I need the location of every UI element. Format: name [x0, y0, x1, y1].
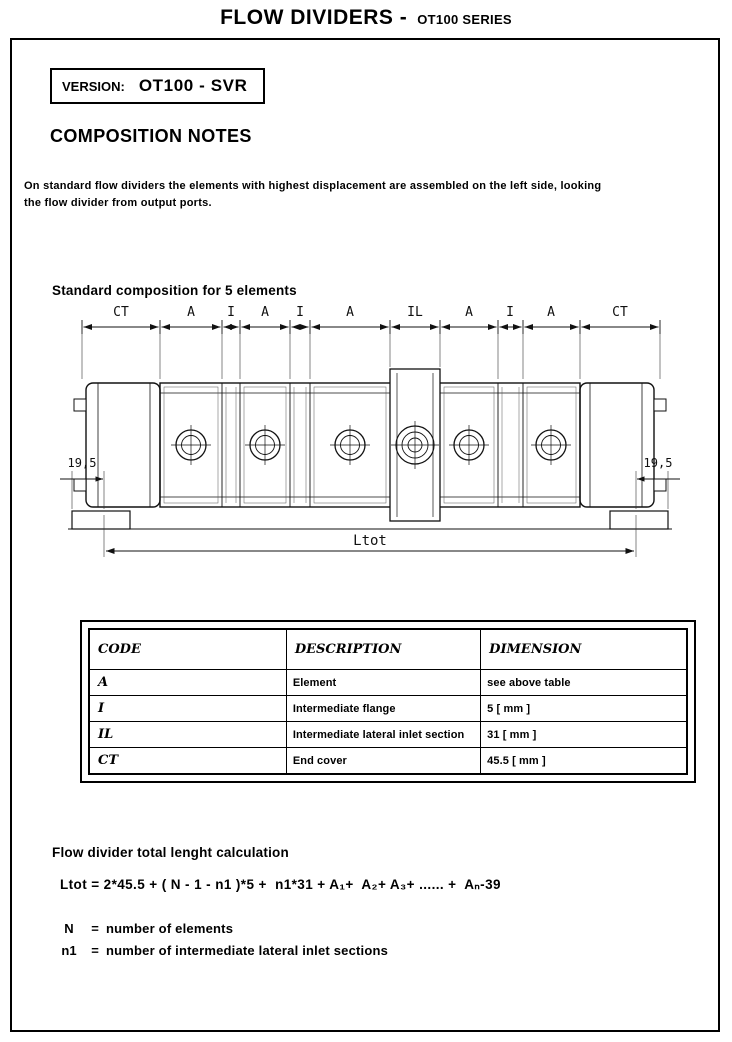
page-title [0, 6, 732, 30]
legend-symbol: N [64, 921, 74, 936]
total-length-formula: Ltot = 2*45.5 + ( N - 1 - n1 )*5 + n1*31 + A₁+ A₂+ A₃+ ...... + Aₙ-39 [60, 877, 501, 892]
main-border-box [10, 38, 720, 1032]
divider-body [68, 369, 672, 529]
legend-symbol: n1 [61, 943, 77, 958]
code-cell: A [89, 670, 286, 696]
version-label: VERSION: [62, 79, 125, 94]
title-series-text: OT100 SERIES [417, 12, 512, 27]
dim-label: CT [113, 305, 129, 320]
composition-notes-heading: COMPOSITION NOTES [50, 126, 252, 146]
legend-row [54, 940, 388, 962]
element-ports [171, 421, 571, 469]
header-cell-dimension: DIMENSION [481, 629, 687, 670]
legend-text: number of intermediate lateral inlet sections [106, 943, 389, 958]
legend-equals: = [91, 943, 99, 958]
dimension-chain [82, 320, 660, 379]
drawing-caption: Standard composition for 5 elements [52, 283, 297, 298]
description-cell: Intermediate flange [286, 696, 480, 722]
code-cell: CT [89, 748, 286, 775]
note-line-2: the flow divider from output ports. [24, 197, 212, 209]
header-cell-description: DESCRIPTION [286, 629, 480, 670]
dim-label: A [346, 305, 354, 320]
table-row [89, 670, 687, 696]
dimension-labels [113, 305, 628, 320]
table-row [89, 696, 687, 722]
calculation-heading: Flow divider total lenght calculation [52, 845, 289, 860]
dim-label: A [261, 305, 269, 320]
dim-label: I [227, 305, 235, 320]
spec-table-container [80, 620, 696, 783]
code-cell: IL [89, 722, 286, 748]
offset-dim-left-label: 19,5 [67, 456, 97, 470]
composition-note-text [24, 178, 718, 212]
dim-label: IL [407, 305, 423, 320]
element-port [330, 425, 370, 465]
dim-label: CT [612, 305, 628, 320]
element-port [531, 425, 571, 465]
description-cell: End cover [286, 748, 480, 775]
code-cell: I [89, 696, 286, 722]
right-end-cover [580, 383, 654, 507]
dimension-cell: see above table [481, 670, 687, 696]
legend-equals: = [91, 921, 99, 936]
table-header-row [89, 629, 687, 670]
dim-label: A [547, 305, 555, 320]
dim-label: A [465, 305, 473, 320]
description-cell: Element [286, 670, 480, 696]
dimension-cell: 31 [ mm ] [481, 722, 687, 748]
dimension-cell: 45.5 [ mm ] [481, 748, 687, 775]
flow-divider-drawing [60, 305, 680, 570]
title-text: FLOW DIVIDERS - [220, 6, 408, 29]
legend-text: number of elements [106, 921, 234, 936]
table-row [89, 722, 687, 748]
total-length-label: Ltot [353, 533, 387, 549]
right-mounting-foot [610, 511, 668, 529]
dim-label: I [296, 305, 304, 320]
note-line-1: On standard flow dividers the elements with highest displacement are assembled on the left side, looking [24, 180, 602, 192]
description-cell: Intermediate lateral inlet section [286, 722, 480, 748]
legend-row [54, 918, 388, 940]
left-mounting-foot [72, 511, 130, 529]
element-port [449, 425, 489, 465]
version-value: OT100 - SVR [138, 76, 248, 95]
dim-label: I [506, 305, 514, 320]
left-end-cover [86, 383, 160, 507]
element-port [171, 425, 211, 465]
header-cell-code: CODE [89, 629, 286, 670]
offset-dim-right-label: 19,5 [643, 456, 673, 470]
dim-label: A [187, 305, 195, 320]
table-row [89, 748, 687, 775]
dimension-cell: 5 [ mm ] [481, 696, 687, 722]
version-box [50, 68, 265, 104]
spec-table [88, 628, 688, 775]
formula-legend [54, 918, 388, 962]
element-port [245, 425, 285, 465]
